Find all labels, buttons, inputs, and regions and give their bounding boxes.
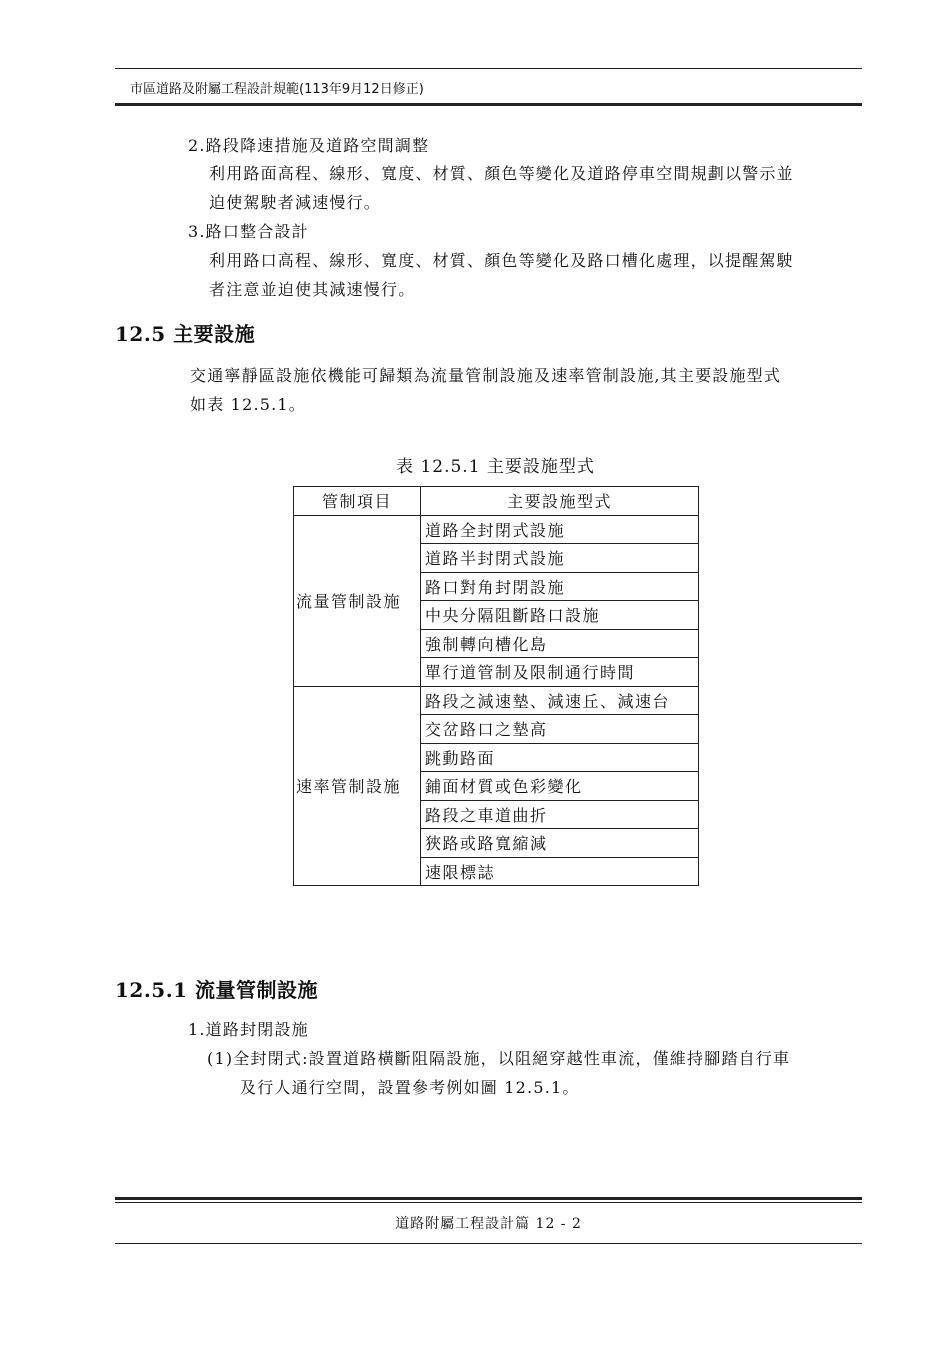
table-cell: 速限標誌 bbox=[421, 857, 699, 886]
section-12-5-line-1: 交通寧靜區設施依機能可歸類為流量管制設施及速率管制設施,其主要設施型式 bbox=[190, 366, 782, 385]
footer-top-rule bbox=[115, 1197, 862, 1200]
table-cell: 路段之減速墊、減速丘、減速台 bbox=[421, 686, 699, 715]
sub-item-line-1: (1)全封閉式:設置道路橫斷阻隔設施，以阻絕穿越性車流，僅維持腳踏自行車 bbox=[207, 1049, 791, 1068]
table-header-facility-type: 主要設施型式 bbox=[421, 487, 699, 516]
table-row bbox=[294, 686, 699, 715]
table-cell: 路段之車道曲折 bbox=[421, 800, 699, 829]
table-cell: 中央分隔阻斷路口設施 bbox=[421, 601, 699, 630]
table-cell: 路口對角封閉設施 bbox=[421, 572, 699, 601]
item-3-line-1: 利用路口高程、線形、寬度、材質、顏色等變化及路口槽化處理，以提醒駕駛 bbox=[209, 251, 794, 270]
table-header-control-item: 管制項目 bbox=[294, 487, 421, 516]
table-caption: 表 12.5.1 主要設施型式 bbox=[396, 457, 595, 477]
facilities-table bbox=[293, 486, 699, 886]
sub-item-line-2: 及行人通行空間，設置參考例如圖 12.5.1。 bbox=[240, 1078, 580, 1097]
footer-bottom-rule bbox=[115, 1243, 862, 1244]
table-cell: 道路半封閉式設施 bbox=[421, 544, 699, 573]
table-header-row bbox=[294, 487, 699, 516]
table-cell: 單行道管制及限制通行時間 bbox=[421, 658, 699, 687]
table-cell: 跳動路面 bbox=[421, 743, 699, 772]
section-heading-12-5: 12.5 主要設施 bbox=[115, 322, 256, 346]
subsection-item-heading: 1.道路封閉設施 bbox=[188, 1020, 309, 1039]
category-speed-control: 速率管制設施 bbox=[294, 686, 421, 886]
table-cell: 強制轉向槽化島 bbox=[421, 629, 699, 658]
running-header: 市區道路及附屬工程設計規範(113年9月12日修正) bbox=[130, 82, 424, 97]
table-cell: 交岔路口之墊高 bbox=[421, 715, 699, 744]
header-bottom-rule bbox=[115, 103, 862, 106]
header-top-rule bbox=[115, 68, 862, 69]
table-cell: 道路全封閉式設施 bbox=[421, 515, 699, 544]
category-flow-control: 流量管制設施 bbox=[294, 515, 421, 686]
item-3-line-2: 者注意並迫使其減速慢行。 bbox=[209, 280, 416, 299]
page-number: 道路附屬工程設計篇 12 - 2 bbox=[395, 1216, 582, 1232]
footer-top-rule-thin bbox=[115, 1202, 862, 1203]
section-heading-12-5-1: 12.5.1 流量管制設施 bbox=[115, 978, 319, 1002]
item-3-heading: 3.路口整合設計 bbox=[188, 222, 309, 241]
section-12-5-line-2: 如表 12.5.1。 bbox=[190, 395, 306, 414]
table-row bbox=[294, 515, 699, 544]
table-cell: 鋪面材質或色彩變化 bbox=[421, 772, 699, 801]
item-2-heading: 2.路段降速措施及道路空間調整 bbox=[188, 136, 430, 155]
table-cell: 狹路或路寬縮減 bbox=[421, 829, 699, 858]
item-2-line-2: 迫使駕駛者減速慢行。 bbox=[209, 193, 382, 212]
item-2-line-1: 利用路面高程、線形、寬度、材質、顏色等變化及道路停車空間規劃以警示並 bbox=[209, 164, 794, 183]
